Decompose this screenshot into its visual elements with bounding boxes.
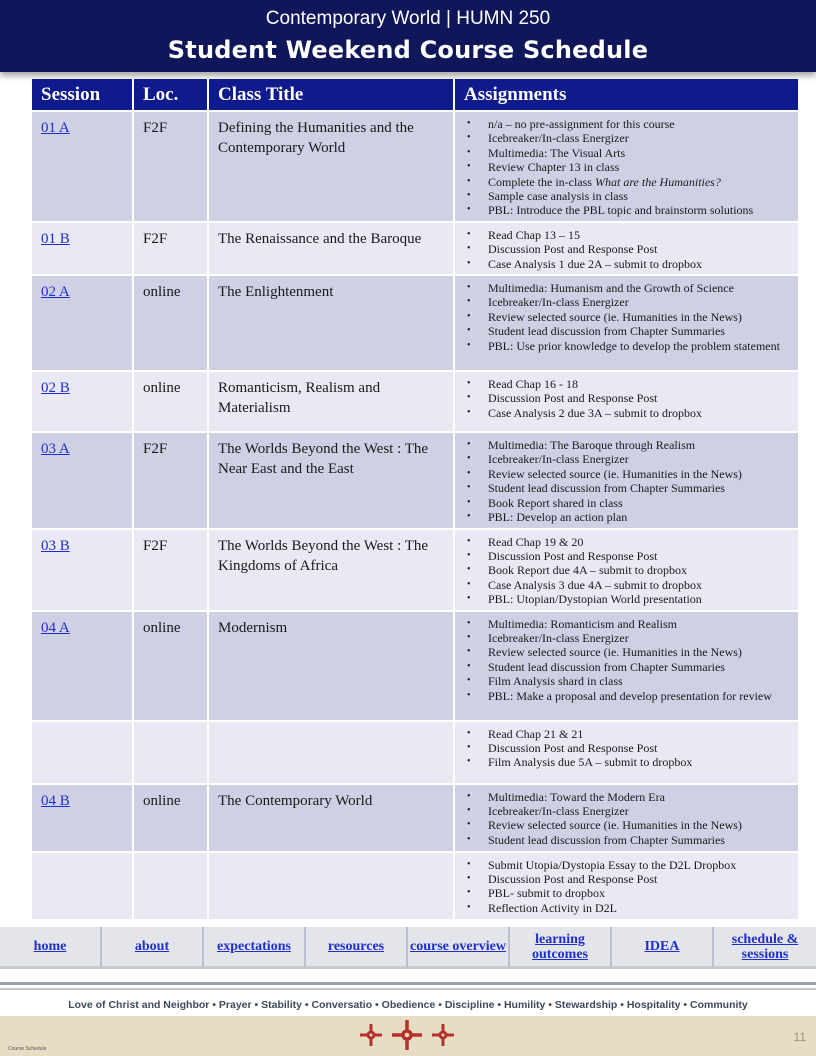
assignment-item: • Student lead discussion from Chapter Summaries: [465, 833, 792, 847]
crosses-emblem: [355, 1018, 460, 1052]
class-title-cell: The Enlightenment: [208, 275, 454, 371]
assignment-item: • Icebreaker/In-class Energizer: [465, 452, 792, 466]
session-cell: [32, 432, 133, 528]
nav-course-overview[interactable]: [408, 927, 510, 969]
loc-cell: F2F: [133, 432, 208, 528]
loc-cell: online: [133, 275, 208, 371]
assignment-item: • Read Chap 13 – 15: [465, 228, 792, 242]
session-link-04b[interactable]: 04 B: [41, 792, 70, 809]
class-title-cell: Modernism: [208, 611, 454, 721]
nav-learning-outcomes-label[interactable]: learning outcomes: [532, 931, 588, 962]
assignment-item: • Case Analysis 2 due 3A – submit to dropbox: [465, 406, 792, 420]
assignments-cell: [454, 611, 798, 721]
assignment-item: • Icebreaker/In-class Energizer: [465, 131, 792, 145]
session-cell: [32, 721, 133, 784]
cross-icon: [432, 1024, 454, 1046]
assignment-item: • Multimedia: Toward the Modern Era: [465, 790, 792, 804]
class-title-cell: The Worlds Beyond the West : The Kingdoms of Africa: [208, 529, 454, 611]
nav-idea[interactable]: [612, 927, 714, 969]
assignment-item: • Student lead discussion from Chapter Summaries: [465, 481, 792, 495]
nav-schedule-sessions-label[interactable]: schedule & sessions: [731, 931, 799, 962]
class-title-cell: Romanticism, Realism and Materialism: [208, 371, 454, 432]
session-cell: [32, 111, 133, 222]
nav-idea-label[interactable]: IDEA: [644, 939, 680, 954]
loc-cell: [133, 852, 208, 919]
class-title-cell: Defining the Humanities and the Contemporary World: [208, 111, 454, 222]
divider: [0, 988, 816, 990]
assignments-cell: [454, 371, 798, 432]
table-row: [32, 784, 798, 852]
assignment-item: • Review selected source (ie. Humanities in the News): [465, 818, 792, 832]
assignments-cell: [454, 111, 798, 222]
assignment-item: • Complete the in-class What are the Humanities?: [465, 175, 792, 189]
session-cell: [32, 222, 133, 275]
assignment-item: • PBL: Introduce the PBL topic and brainstorm solutions: [465, 203, 792, 217]
assignment-item: • Student lead discussion from Chapter Summaries: [465, 660, 792, 674]
session-link-01b[interactable]: 01 B: [41, 230, 70, 247]
class-title-cell: The Renaissance and the Baroque: [208, 222, 454, 275]
page-header: [0, 0, 816, 72]
session-link-02b[interactable]: 02 B: [41, 380, 70, 397]
col-header-class-title: Class Title: [208, 79, 454, 111]
table-row: [32, 721, 798, 784]
page-title: Student Weekend Course Schedule: [167, 36, 649, 64]
loc-cell: F2F: [133, 222, 208, 275]
loc-cell: online: [133, 611, 208, 721]
divider: [0, 982, 816, 985]
col-header-assignments: Assignments: [454, 79, 798, 111]
session-link-01a[interactable]: 01 A: [41, 120, 70, 136]
nav-expectations[interactable]: [204, 927, 306, 969]
assignment-item: • Icebreaker/In-class Energizer: [465, 631, 792, 645]
session-cell: [32, 275, 133, 371]
loc-cell: [133, 721, 208, 784]
loc-cell: F2F: [133, 529, 208, 611]
assignment-item: • Case Analysis 1 due 2A – submit to dropbox: [465, 257, 792, 271]
class-title-cell: The Contemporary World: [208, 784, 454, 852]
assignment-item: • Submit Utopia/Dystopia Essay to the D2L Dropbox: [465, 858, 792, 872]
nav-about[interactable]: [102, 927, 204, 969]
session-cell: [32, 784, 133, 852]
assignment-item: • Review Chapter 13 in class: [465, 160, 792, 174]
session-link-02a[interactable]: 02 A: [41, 284, 70, 301]
col-header-session: Session: [32, 79, 133, 111]
activity-title: What are the Humanities?: [594, 174, 721, 189]
loc-cell: online: [133, 784, 208, 852]
assignments-cell: [454, 784, 798, 852]
assignments-cell: [454, 852, 798, 919]
table-row: [32, 852, 798, 919]
assignments-cell: [454, 222, 798, 275]
assignment-item: • Multimedia: The Visual Arts: [465, 146, 792, 160]
assignment-item: • n/a – no pre-assignment for this course: [465, 117, 792, 131]
nav-about-label[interactable]: about: [134, 939, 170, 954]
assignment-item: • PBL- submit to dropbox: [465, 886, 792, 900]
assignment-item: • Multimedia: The Baroque through Realism: [465, 438, 792, 452]
assignment-item: • Discussion Post and Response Post: [465, 391, 792, 405]
assignments-cell: [454, 721, 798, 784]
col-header-loc: Loc.: [133, 79, 208, 111]
session-link-04a[interactable]: 04 A: [41, 619, 70, 636]
assignment-item: • Multimedia: Humanism and the Growth of Science: [465, 281, 792, 295]
assignment-item: • Sample case analysis in class: [465, 189, 792, 203]
assignment-item: • Review selected source (ie. Humanities in the News): [465, 467, 792, 481]
assignment-item: • Film Analysis due 5A – submit to dropbox: [465, 755, 792, 769]
cross-icon: [360, 1024, 382, 1046]
loc-cell: online: [133, 371, 208, 432]
course-subtitle: Contemporary World | HUMN 250: [265, 8, 551, 29]
assignment-item: • Case Analysis 3 due 4A – submit to dropbox: [465, 578, 792, 592]
class-title-cell: The Worlds Beyond the West : The Near East and the East: [208, 432, 454, 528]
nav-learning-outcomes[interactable]: [510, 927, 612, 969]
assignment-item: • Read Chap 19 & 20: [465, 535, 792, 549]
assignment-item: • PBL: Develop an action plan: [465, 510, 792, 524]
assignment-item: • Icebreaker/In-class Energizer: [465, 804, 792, 818]
session-cell: [32, 611, 133, 721]
assignment-item: • Discussion Post and Response Post: [465, 549, 792, 563]
values-line: Love of Christ and Neighbor • Prayer • Stability • Conversatio • Obedience • Discipline • Humility • Stewardship • Hospitality • Community: [68, 999, 748, 1011]
class-title-cell: [208, 721, 454, 784]
nav-resources[interactable]: [306, 927, 408, 969]
table-row: [32, 275, 798, 371]
nav-home-label[interactable]: home: [33, 939, 67, 954]
assignments-cell: [454, 432, 798, 528]
table-row: [32, 111, 798, 222]
assignment-item: • Multimedia: Romanticism and Realism: [465, 617, 792, 631]
session-cell: [32, 529, 133, 611]
table-row: [32, 611, 798, 721]
page-number: 11: [793, 1030, 806, 1044]
assignment-item: • PBL: Utopian/Dystopian World presentation: [465, 592, 792, 606]
session-cell: [32, 371, 133, 432]
assignment-item: • Film Analysis shard in class: [465, 674, 792, 688]
nav-resources-label[interactable]: resources: [327, 939, 385, 954]
nav-schedule-sessions[interactable]: [714, 927, 816, 969]
schedule-table: [32, 79, 798, 919]
session-cell: [32, 852, 133, 919]
assignments-cell: [454, 529, 798, 611]
table-header-row: [32, 79, 798, 111]
nav-home[interactable]: [0, 927, 102, 969]
table-row: [32, 529, 798, 611]
table-row: [32, 222, 798, 275]
assignment-item: • Book Report shared in class: [465, 496, 792, 510]
assignment-item: • Icebreaker/In-class Energizer: [465, 295, 792, 309]
assignment-item: • Student lead discussion from Chapter Summaries: [465, 324, 792, 338]
table-row: [32, 371, 798, 432]
assignment-item: • Discussion Post and Response Post: [465, 242, 792, 256]
assignment-item: • Book Report due 4A – submit to dropbox: [465, 563, 792, 577]
nav-expectations-label[interactable]: expectations: [217, 939, 291, 954]
class-title-cell: [208, 852, 454, 919]
assignment-item: • Reflection Activity in D2L: [465, 901, 792, 915]
table-row: [32, 432, 798, 528]
assignments-cell: [454, 275, 798, 371]
assignment-item: • Discussion Post and Response Post: [465, 741, 792, 755]
loc-cell: F2F: [133, 111, 208, 222]
assignment-item: • PBL: Use prior knowledge to develop the problem statement: [465, 339, 792, 353]
nav-bar: [0, 927, 816, 969]
assignment-item: • Read Chap 21 & 21: [465, 727, 792, 741]
slide-label: Course Schedule: [8, 1046, 47, 1052]
nav-course-overview-label[interactable]: course overview: [409, 939, 507, 954]
assignment-item: • Review selected source (ie. Humanities in the News): [465, 645, 792, 659]
assignment-item: • Review selected source (ie. Humanities in the News): [465, 310, 792, 324]
session-link-03b[interactable]: 03 B: [41, 537, 70, 554]
assignment-item: • Read Chap 16 - 18: [465, 377, 792, 391]
session-link-03a[interactable]: 03 A: [41, 441, 70, 458]
assignment-item: • PBL: Make a proposal and develop presentation for review: [465, 689, 792, 703]
cross-icon: [392, 1020, 422, 1050]
assignment-item: • Discussion Post and Response Post: [465, 872, 792, 886]
